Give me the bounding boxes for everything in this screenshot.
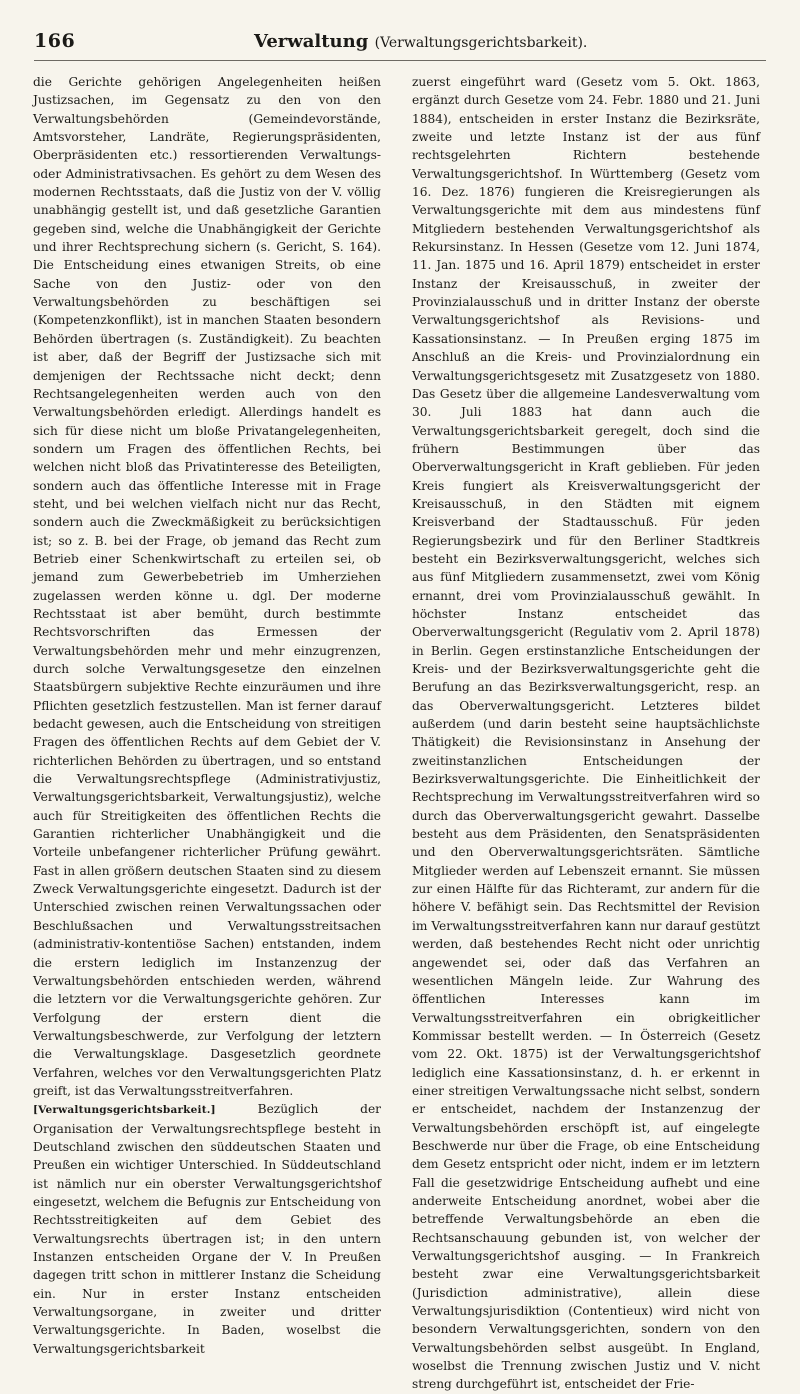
left-paragraph-1: die Gerichte gehörigen Angelegenheiten heißen Justizsachen, im Gegensatz zu den von den Verwaltungsbehörden (Gemeindevorstände, Amtsvorsteher, Landräte, Regierungspräsidenten, Oberpräsidenten etc.) ressortierenden Verwaltungs- oder Administrativsachen. Es gehört zu dem Wesen des modernen Rechtsstaats, daß die Justiz von der V. völlig unabhängig gestellt ist, und daß gesetzliche Garantien gegeben sind, welche die Unabhängigkeit der Gerichte und ihrer Rechtsprechung sichern (s. Gericht, S. 164). Die Entscheidung eines etwanigen Streits, ob eine Sache von den Justiz- oder von den Verwaltungsbehörden zu beschäftigen sei (Kompetenzkonflikt), ist in manchen Staaten besondern Behörden übertragen (s. Zuständigkeit). Zu beachten ist aber, daß der Begriff der Justizsache sich mit demjenigen der Rechtssache nicht deckt; denn Rechtsangelegenheiten werden auch von den Verwaltungsbehörden erledigt. Allerdings handelt es sich für diese nicht um bloße Privatangelegenheiten, sondern um Fragen des öffentlichen Rechts, bei welchen nicht bloß das Privatinteresse des Beteiligten, sondern auch das öffentliche Interesse mit in Frage steht, und bei welchen vielfach nicht nur das Recht, sondern auch die Zweckmäßigkeit zu berücksichtigen ist; so z. B. bei der Frage, ob jemand das Recht zum Betrieb einer Schenkwirtschaft zu erteilen sei, ob jemand zum Gewerbebetrieb im Umherziehen zugelassen werden könne u. dgl. Der moderne Rechtsstaat ist aber bemüht, durch bestimmte Rechtsvorschriften das Ermessen der Verwaltungsbehörden mehr und mehr einzugrenzen, durch solche Verwaltungsgesetze den einzelnen Staatsbürgern subjektive Rechte einzuräumen und ihre Pflichten gesetzlich festzustellen. Man ist ferner darauf bedacht gewesen, auch die Entscheidung von streitigen Fragen des öffentlichen Rechts auf dem Gebiet der V. richterlichen Behörden zu übertragen, und so entstand die Verwaltungsrechtspflege (Administrativjustiz, Verwaltungsgerichtsbarkeit, Verwaltungsjustiz), welche auch für Streitigkeiten des öffentlichen Rechts die Garantien richterlicher Unabhängigkeit und die Vorteile unbefangener richterlicher Prüfung gewährt. Fast in allen größern deutschen Staaten sind zu diesem Zweck Verwaltungsgerichte eingesetzt. Dadurch ist der Unterschied zwischen reinen Verwaltungssachen oder Beschlußsachen und Verwaltungsstreitsachen (administrativ-kontentiöse Sachen) entstanden, indem die erstern lediglich im Instanzenzug der Verwaltungsbehörden entschieden werden, während die letztern vor die Verwaltungsgerichte gehören. Zur Verfolgung der erstern dient die Verwaltungsbeschwerde, zur Verfolgung der letztern die Verwaltungsklage. Dasgesetzlich geordnete Verfahren, welches vor den Verwaltungsgerichten Platz greift, ist das Verwaltungsstreitverfahren. bbox=[33, 75, 381, 1098]
page-number: 166 bbox=[34, 30, 76, 52]
left-paragraph-2 bbox=[33, 1100, 381, 1358]
running-head-title: Verwaltung bbox=[254, 31, 369, 52]
left-column bbox=[33, 73, 381, 1356]
running-head-subtitle: (Verwaltungsgerichtsbarkeit). bbox=[374, 35, 588, 51]
running-head bbox=[254, 31, 587, 52]
right-column bbox=[412, 73, 760, 1392]
left-paragraph-2-text: Bezüglich der Organisation der Verwaltungsrechtspflege besteht in Deutschland zwischen den süddeutschen Staaten und Preußen ein wichtiger Unterschied. In Süddeutschland ist nämlich nur ein oberster Verwaltungsgerichtshof eingesetzt, welchem die Befugnis zur Entscheidung von Rechtsstreitigkeiten auf dem Gebiet des Verwaltungsrechts übertragen ist; in den untern Instanzen entscheiden Organe der V. In Preußen dagegen tritt schon in mittlerer Instanz die Scheidung ein. Nur in erster Instanz entscheiden Verwaltungsorgane, in zweiter und dritter Verwaltungsgerichte. In Baden, woselbst die Verwaltungsgerichtsbarkeit bbox=[33, 1102, 381, 1356]
right-paragraph-1: zuerst eingeführt ward (Gesetz vom 5. Okt. 1863, ergänzt durch Gesetze vom 24. Febr. 1880 und 21. Juni 1884), entscheiden in erster Instanz die Bezirksräte, zweite und letzte Instanz ist der aus fünf rechtsgelehrten Richtern bestehende Verwaltungsgerichtshof. In Württemberg (Gesetz vom 16. Dez. 1876) fungieren die Kreisregierungen als Verwaltungsgerichte mit dem aus mindestens fünf Mitgliedern bestehenden Verwaltungsgerichtshof als Rekursinstanz. In Hessen (Gesetze vom 12. Juni 1874, 11. Jan. 1875 und 16. April 1879) entscheidet in erster Instanz der Kreisausschuß, in zweiter der Provinzialausschuß und in dritter Instanz der oberste Verwaltungsgerichtshof als Revisions- und Kassationsinstanz. — In Preußen erging 1875 im Anschluß an die Kreis- und Provinzialordnung ein Verwaltungsgerichtsgesetz mit Zusatzgesetz von 1880. Das Gesetz über die allgemeine Landesverwaltung vom 30. Juli 1883 hat dann auch die Verwaltungsgerichtsbarkeit geregelt, doch sind die frühern Bestimmungen über das Oberverwaltungsgericht in Kraft geblieben. Für jeden Kreis fungiert als Kreisverwaltungsgericht der Kreisausschuß, in den Städten mit eignem Kreisverband der Stadtausschuß. Für jeden Regierungsbezirk und für den Berliner Stadtkreis besteht ein Bezirksverwaltungsgericht, welches sich aus fünf Mitgliedern zusammensetzt, zwei vom König ernannt, drei vom Provinzialausschuß gewählt. In höchster Instanz entscheidet das Oberverwaltungsgericht (Regulativ vom 2. April 1878) in Berlin. Gegen erstinstanzliche Entscheidungen der Kreis- und der Bezirksverwaltungsgerichte geht die Berufung an das Bezirksverwaltungsgericht, resp. an das Oberverwaltungsgericht. Letzteres bildet außerdem (und darin besteht seine hauptsächlichste Thätigkeit) die Revisionsinstanz in Ansehung der zweitinstanzlichen Entscheidungen der Bezirksverwaltungsgerichte. Die Einheitlichkeit der Rechtsprechung im Verwaltungsstreitverfahren wird so durch das Oberverwaltungsgericht gewahrt. Dasselbe besteht aus dem Präsidenten, den Senatspräsidenten und den Oberverwaltungsgerichtsräten. Sämtliche Mitglieder werden auf Lebenszeit ernannt. Sie müssen zur einen Hälfte für das Richteramt, zur andern für die höhere V. befähigt sein. Das Rechtsmittel der Revision im Verwaltungsstreitverfahren kann nur darauf gestützt werden, daß bestehendes Recht nicht oder unrichtig angewendet sei, oder daß das Verfahren an wesentlichen Mängeln leide. Zur Wahrung des öffentlichen Interesses kann im Verwaltungsstreitverfahren ein obrigkeitlicher Kommissar bestellt werden. — In Österreich (Gesetz vom 22. Okt. 1875) ist der Verwaltungsgerichtshof lediglich eine Kassationsinstanz, d. h. er erkennt in einer streitigen Verwaltungssache nicht selbst, sondern er entscheidet, nachdem der Instanzenzug der Verwaltungsbehörden erschöpft ist, auf eingelegte Beschwerde nur über die Frage, ob eine Entscheidung dem Gesetz entspricht oder nicht, indem er im letztern Fall die gesetzwidrige Entscheidung aufhebt und eine anderweite Entscheidung anordnet, wobei aber die betreffende Verwaltungsbehörde an eben die Rechtsanschauung gebunden ist, von welcher der Verwaltungsgerichtshof ausging. — In Frankreich besteht zwar eine Verwaltungsgerichtsbarkeit (Jurisdiction administrative), allein diese Verwaltungsjurisdiktion (Contentieux) wird nicht von besondern Verwaltungsgerichten, sondern von den Verwaltungsbehörden selbst ausgeübt. In England, woselbst die Trennung zwischen Justiz und V. nicht streng durchgeführt ist, entscheidet der Frie- bbox=[412, 75, 760, 1392]
page-header bbox=[34, 30, 766, 61]
section-sidehead: [Verwaltungsgerichtsbarkeit.] bbox=[33, 1104, 216, 1117]
